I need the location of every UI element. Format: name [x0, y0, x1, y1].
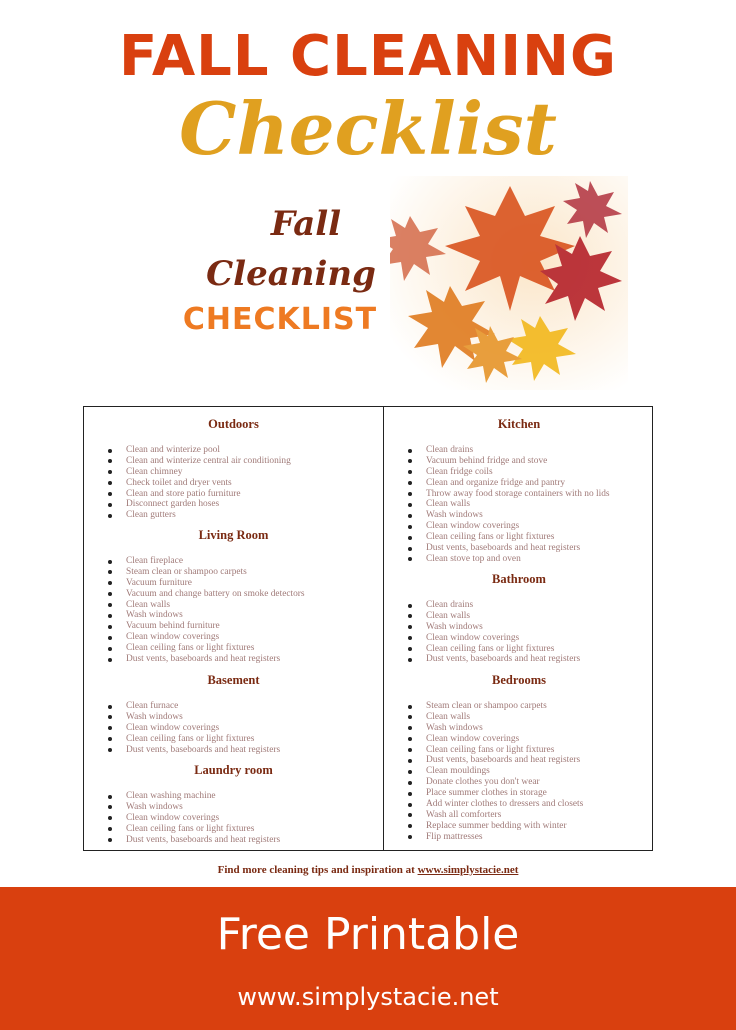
checklist-item: Clean ceiling fans or light fixtures	[108, 824, 280, 835]
banner-line-3: CHECKLIST	[182, 302, 378, 337]
checklist-item: Dust vents, baseboards and heat registers	[108, 835, 280, 846]
checklist-item: Clean walls	[408, 499, 610, 510]
checklist-item: Clean ceiling fans or light fixtures	[408, 644, 580, 655]
autumn-leaves-illustration	[390, 176, 628, 390]
section-heading-kitchen: Kitchen	[497, 417, 541, 431]
checklist-item: Clean walls	[408, 611, 580, 622]
checklist-laundry-room	[108, 791, 280, 845]
checklist-item: Clean and organize fridge and pantry	[408, 478, 610, 489]
checklist-item: Wash all comforters	[408, 810, 583, 821]
banner-line-2: Cleaning	[206, 254, 376, 294]
checklist-item: Dust vents, baseboards and heat registers	[108, 745, 280, 756]
checklist-item: Wash windows	[408, 622, 580, 633]
checklist-item: Clean walls	[408, 712, 583, 723]
checklist-item: Vacuum furniture	[108, 578, 305, 589]
checklist-bathroom	[408, 600, 580, 665]
checklist-item: Clean and store patio furniture	[108, 489, 291, 500]
site-url[interactable]: www.simplystacie.net	[237, 983, 499, 1011]
checklist-item: Clean fireplace	[108, 556, 305, 567]
page-subtitle: Checklist	[179, 86, 557, 171]
checklist-item: Dust vents, baseboards and heat registers	[108, 654, 305, 665]
free-printable-label: Free Printable	[216, 909, 520, 960]
checklist-item: Flip mattresses	[408, 832, 583, 843]
section-heading-bathroom: Bathroom	[492, 572, 546, 586]
checklist-item: Wash windows	[408, 723, 583, 734]
bottom-banner	[0, 887, 736, 1030]
section-heading-living-room: Living Room	[198, 528, 269, 542]
checklist-item: Steam clean or shampoo carpets	[408, 701, 583, 712]
page-title: FALL CLEANING	[119, 24, 617, 89]
checklist-item: Clean window coverings	[408, 521, 610, 532]
checklist-item: Clean window coverings	[108, 813, 280, 824]
banner-line-1: Fall	[270, 204, 342, 244]
checklist-bedrooms	[408, 701, 583, 843]
checklist-item: Clean chimney	[108, 467, 291, 478]
section-heading-bedrooms: Bedrooms	[492, 673, 546, 687]
checklist-item: Wash windows	[108, 610, 305, 621]
checklist-item: Disconnect garden hoses	[108, 499, 291, 510]
checklist-item: Clean fridge coils	[408, 467, 610, 478]
checklist-item: Clean ceiling fans or light fixtures	[108, 643, 305, 654]
checklist-item: Vacuum behind fridge and stove	[408, 456, 610, 467]
checklist-item: Clean furnace	[108, 701, 280, 712]
checklist-item: Place summer clothes in storage	[408, 788, 583, 799]
checklist-item: Vacuum behind furniture	[108, 621, 305, 632]
checklist-item: Clean stove top and oven	[408, 554, 610, 565]
checklist-item: Clean and winterize pool	[108, 445, 291, 456]
checklist-item: Wash windows	[108, 712, 280, 723]
column-divider	[383, 407, 384, 850]
checklist-item: Throw away food storage containers with no lids	[408, 489, 610, 500]
checklist-item: Add winter clothes to dressers and closets	[408, 799, 583, 810]
checklist-item: Clean mouldings	[408, 766, 583, 777]
checklist-item: Clean walls	[108, 600, 305, 611]
checklist-item: Clean ceiling fans or light fixtures	[408, 532, 610, 543]
checklist-item: Clean window coverings	[108, 632, 305, 643]
section-heading-outdoors: Outdoors	[208, 417, 259, 431]
checklist-item: Clean window coverings	[108, 723, 280, 734]
checklist-item: Replace summer bedding with winter	[408, 821, 583, 832]
footer-link[interactable]: www.simplystacie.net	[417, 864, 519, 876]
checklist-item: Clean and winterize central air conditioning	[108, 456, 291, 467]
checklist-living-room	[108, 556, 305, 665]
checklist-item: Check toilet and dryer vents	[108, 478, 291, 489]
footer-line	[0, 864, 736, 876]
checklist-item: Clean ceiling fans or light fixtures	[408, 745, 583, 756]
checklist-item: Clean window coverings	[408, 633, 580, 644]
checklist-item: Steam clean or shampoo carpets	[108, 567, 305, 578]
checklist-outdoors	[108, 445, 291, 521]
checklist-item: Clean washing machine	[108, 791, 280, 802]
checklist-item: Wash windows	[108, 802, 280, 813]
footer-text: Find more cleaning tips and inspiration at	[217, 864, 415, 876]
checklist-item: Donate clothes you don't wear	[408, 777, 583, 788]
banner-image	[180, 176, 628, 390]
checklist-sheet	[83, 406, 653, 851]
section-heading-basement: Basement	[207, 673, 260, 687]
checklist-item: Clean drains	[408, 600, 580, 611]
checklist-item: Clean gutters	[108, 510, 291, 521]
checklist-item: Wash windows	[408, 510, 610, 521]
checklist-kitchen	[408, 445, 610, 565]
checklist-item: Clean window coverings	[408, 734, 583, 745]
checklist-item: Clean drains	[408, 445, 610, 456]
section-heading-laundry-room: Laundry room	[194, 763, 273, 777]
checklist-item: Vacuum and change battery on smoke detectors	[108, 589, 305, 600]
checklist-basement	[108, 701, 280, 755]
checklist-item: Dust vents, baseboards and heat registers	[408, 543, 610, 554]
checklist-item: Clean ceiling fans or light fixtures	[108, 734, 280, 745]
checklist-item: Dust vents, baseboards and heat registers	[408, 755, 583, 766]
checklist-item: Dust vents, baseboards and heat registers	[408, 654, 580, 665]
